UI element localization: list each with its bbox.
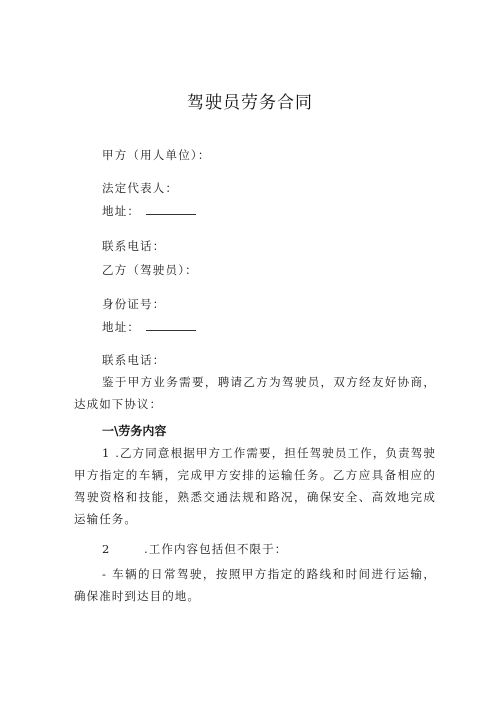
id-number-label: 身份证号： (102, 297, 166, 311)
address-b-blank (146, 320, 196, 331)
address-b-label: 地址： (102, 320, 141, 334)
phone-b-label: 联系电话： (102, 353, 166, 367)
address-a-line (102, 203, 196, 219)
address-b-line (102, 319, 196, 335)
party-a-label: 甲方（用人单位）： (102, 148, 211, 162)
clause-2-text: .工作内容包括但不限于： (144, 542, 288, 556)
section-1-heading: 一\劳务内容 (102, 424, 167, 438)
address-a-blank (146, 204, 196, 215)
address-a-label: 地址： (102, 204, 141, 218)
clause-1-paragraph: 1 .乙方同意根据甲方工作需要，担任驾驶员工作，负责驾驶甲方指定的车辆，完成甲方安排的运输任务。乙方应具备相应的驾驶资格和技能，熟悉交通法规和路况，确保安全、高效地完成运输任务。 (74, 446, 436, 526)
clause-2-number: 2 (102, 542, 111, 556)
legal-rep-label: 法定代表人： (102, 181, 179, 195)
clause-2-bullet: - 车辆的日常驾驶，按照甲方指定的路线和时间进行运输，确保准时到达目的地。 (74, 567, 436, 603)
intro-paragraph: 鉴于甲方业务需要，聘请乙方为驾驶员，双方经友好协商，达成如下协议： (74, 375, 436, 411)
party-b-label: 乙方（驾驶员）： (102, 263, 198, 277)
document-title: 驾驶员劳务合同 (187, 93, 313, 113)
phone-a-label: 联系电话： (102, 239, 166, 253)
clause-2-paragraph (74, 538, 436, 560)
